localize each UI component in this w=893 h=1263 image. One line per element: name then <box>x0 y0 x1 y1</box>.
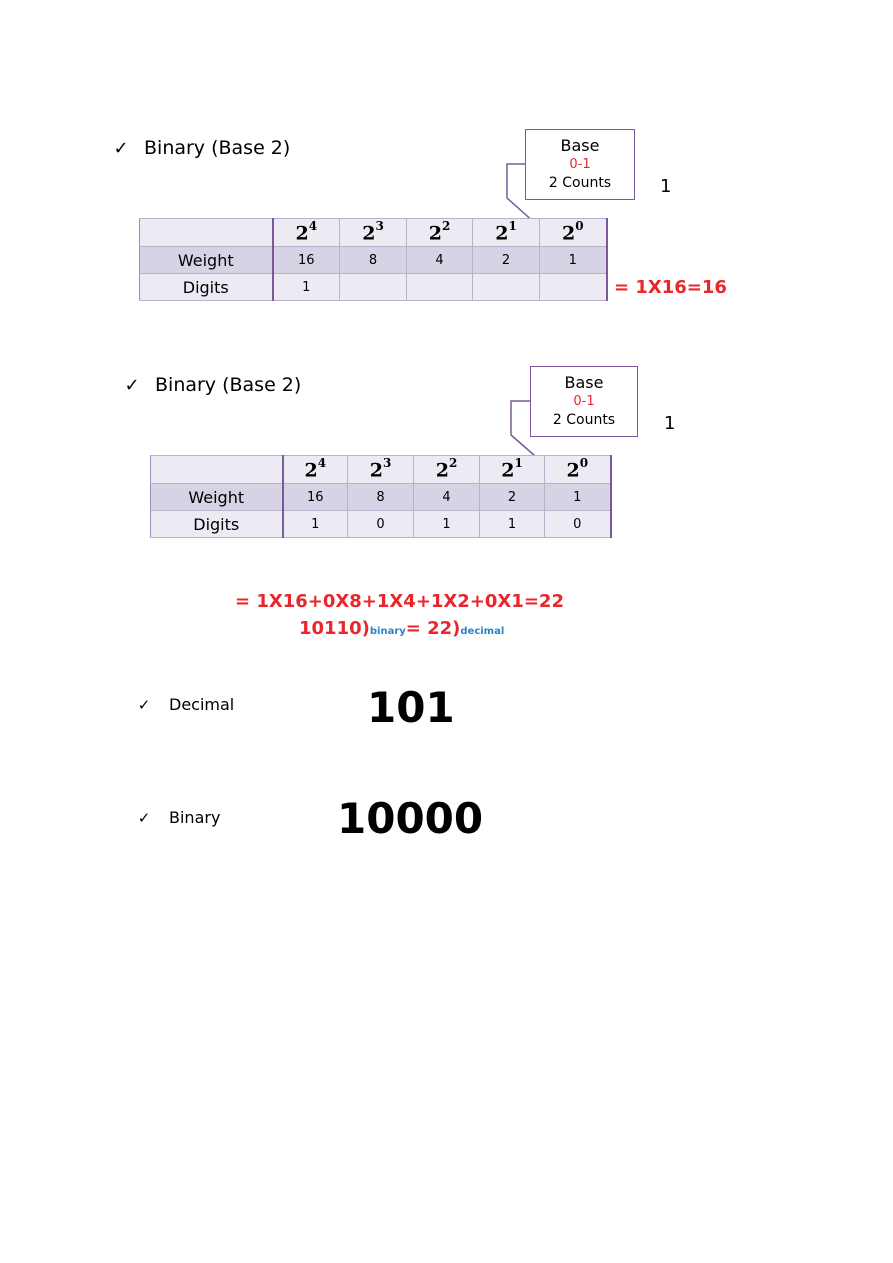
weight-cell: 1 <box>540 247 607 274</box>
digits-row <box>151 511 611 538</box>
example-label: Binary <box>169 808 221 827</box>
side-value: 1 <box>664 413 676 434</box>
weight-cell: 8 <box>348 484 414 511</box>
section2-heading-row <box>119 374 301 396</box>
weight-label: Weight <box>140 247 273 274</box>
example-value: 101 <box>367 683 455 732</box>
weight-cell: 16 <box>273 247 340 274</box>
digit-cell <box>340 274 407 301</box>
checkmark-icon: ✓ <box>137 695 151 714</box>
side-value: 1 <box>660 176 672 197</box>
weight-cell: 2 <box>480 484 545 511</box>
binary-table <box>150 455 612 538</box>
binary-table <box>139 218 608 301</box>
digit-cell: 0 <box>545 511 611 538</box>
weight-cell: 4 <box>407 247 473 274</box>
power-cell: $2^4$ <box>273 219 340 247</box>
section1-equation: = 1X16=16 <box>614 277 727 298</box>
weight-cell: 16 <box>283 484 348 511</box>
weight-cell: 1 <box>545 484 611 511</box>
decimal-subscript: decimal <box>460 626 505 637</box>
binary-subscript: binary <box>369 626 406 637</box>
power-cell: $2^0$ <box>540 219 607 247</box>
weight-row <box>151 484 611 511</box>
section1-heading-row <box>108 137 290 159</box>
checkmark-icon: ✓ <box>113 137 129 159</box>
example-label: Decimal <box>169 695 235 714</box>
example-binary-row <box>134 808 220 827</box>
callout-title: Base <box>560 136 600 155</box>
weight-cell: 4 <box>414 484 480 511</box>
powers-row <box>140 219 607 247</box>
digit-cell <box>473 274 540 301</box>
checkmark-icon: ✓ <box>124 374 140 396</box>
digit-cell: 0 <box>348 511 414 538</box>
weight-cell: 2 <box>473 247 540 274</box>
power-cell: $2^2$ <box>407 219 473 247</box>
power-cell: $2^2$ <box>414 456 480 484</box>
digit-cell: 1 <box>414 511 480 538</box>
base-callout <box>525 129 635 200</box>
callout-range: 0-1 <box>569 157 591 172</box>
digits-label: Digits <box>151 511 283 538</box>
power-cell: $2^4$ <box>283 456 348 484</box>
section2-equation-line1: = 1X16+0X8+1X4+1X2+0X1=22 <box>235 591 564 612</box>
power-cell: $2^1$ <box>480 456 545 484</box>
digit-cell: 1 <box>480 511 545 538</box>
empty-header-cell <box>151 456 283 484</box>
digit-cell <box>407 274 473 301</box>
power-cell: $2^3$ <box>340 219 407 247</box>
checkmark-icon: ✓ <box>137 808 151 827</box>
digit-cell: 1 <box>273 274 340 301</box>
example-decimal-row <box>134 695 234 714</box>
base-callout <box>530 366 638 437</box>
weight-cell: 8 <box>340 247 407 274</box>
power-cell: $2^3$ <box>348 456 414 484</box>
power-cell: $2^1$ <box>473 219 540 247</box>
callout-title: Base <box>564 373 604 392</box>
binary-value: 10110) <box>299 618 370 639</box>
callout-counts: 2 Counts <box>552 412 616 428</box>
weight-row <box>140 247 607 274</box>
callout-range: 0-1 <box>573 394 595 409</box>
digit-cell <box>540 274 607 301</box>
digit-cell: 1 <box>283 511 348 538</box>
weight-label: Weight <box>151 484 283 511</box>
example-value: 10000 <box>337 794 484 843</box>
section1-heading: Binary (Base 2) <box>144 137 291 159</box>
power-cell: $2^0$ <box>545 456 611 484</box>
digits-label: Digits <box>140 274 273 301</box>
section2-equation-line2 <box>299 618 504 639</box>
section2-heading: Binary (Base 2) <box>155 374 302 396</box>
decimal-value: = 22) <box>405 618 461 639</box>
powers-row <box>151 456 611 484</box>
empty-header-cell <box>140 219 273 247</box>
digits-row <box>140 274 607 301</box>
callout-counts: 2 Counts <box>548 175 612 191</box>
